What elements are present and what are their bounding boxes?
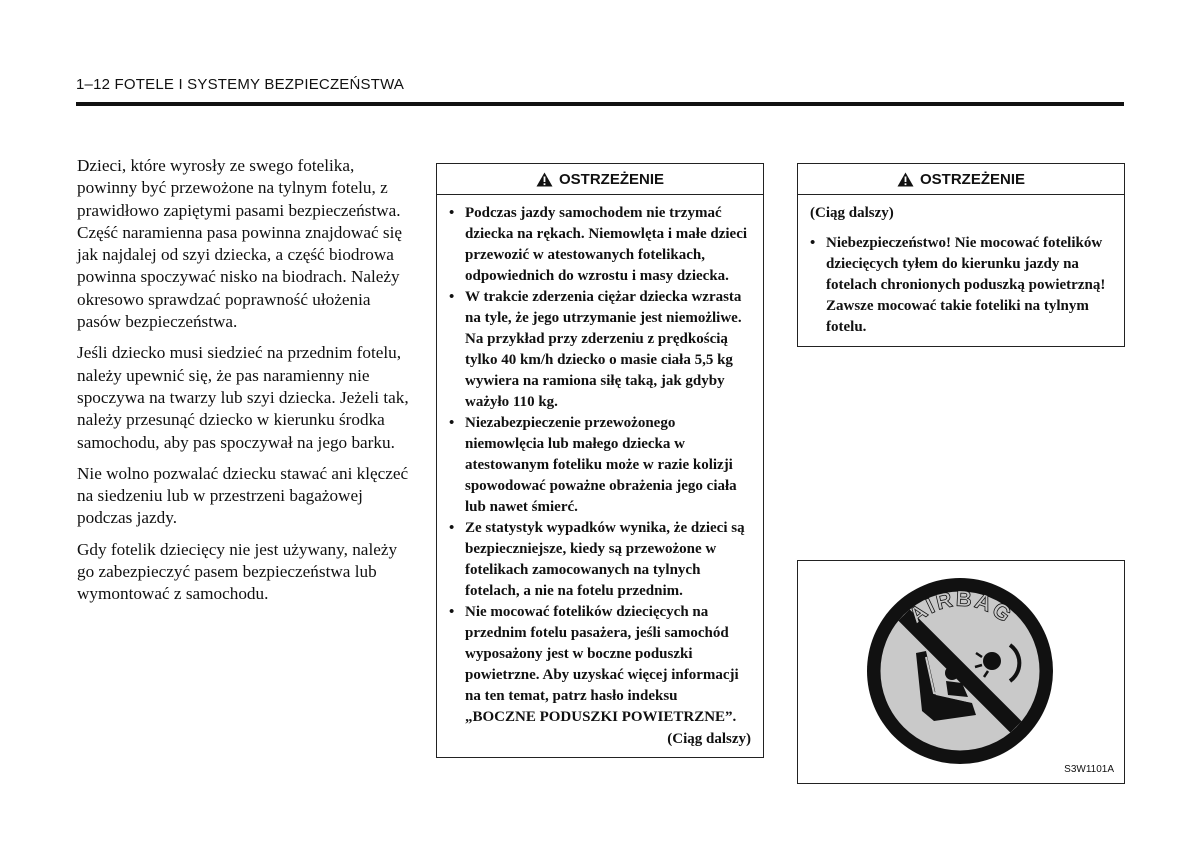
- warning-header: [798, 164, 1124, 195]
- warning-box-1: [436, 163, 764, 758]
- warning-box-2: [797, 163, 1125, 347]
- warning-header: [437, 164, 763, 195]
- airbag-figure: [797, 560, 1125, 784]
- no-child-seat-airbag-icon: [864, 575, 1056, 767]
- page-header: 1–12 FOTELE I SYSTEMY BEZPIECZEŃSTWA: [76, 76, 405, 93]
- paragraph: Dzieci, które wyrosły ze swego fotelika, powinny być przewożone na tylnym fotelu, z prawidłowo zapiętymi pasami bezpieczeństwa. Część naramienna pasa powinna znajdować się jak najdalej od szyi dziecka, a część biodrowa powinna spoczywać nisko na biodrach. Należy okresowo sprawdzać poprawność ułożenia pasów bezpieczeństwa.: [77, 156, 402, 332]
- warning-item: • Podczas jazdy samochodem nie trzymać dziecka na rękach. Niemowlęta i małe dzieci przewozić w atestowanych fotelikach, odpowiednich do wzrostu i masy dziecka.: [449, 203, 751, 287]
- warning-item: • Niezabezpieczenie przewożonego niemowlęcia lub małego dziecka w atestowanym foteliku może w razie kolizji spowodować poważne obrażenia jego ciała lub nawet śmierć.: [449, 413, 751, 518]
- warning-item: • Niebezpieczeństwo! Nie mocować fotelików dziecięcych tyłem do kierunku jazdy na fotelach chronionych poduszką powietrzną! Zawsze mocować takie foteliki na tylnym fotelu.: [810, 233, 1112, 338]
- warning-triangle-icon: [897, 172, 914, 187]
- continued-note: (Ciąg dalszy): [810, 205, 894, 221]
- warning-title: OSTRZEŻENIE: [919, 170, 1025, 188]
- airbag-label: AIRBAG: [904, 585, 1018, 629]
- warning-item: • W trakcie zderzenia ciężar dziecka wzrasta na tyle, że jego utrzymanie jest niemożliwe. Na przykład przy zderzeniu z prędkością tylko 40 km/h dziecko o masie ciała 5,5 kg wywiera na ramiona siłę taką, jak gdyby ważyło 110 kg.: [449, 287, 751, 413]
- warning-list: [810, 233, 1112, 338]
- paragraph: Jeśli dziecko musi siedzieć na przednim fotelu, należy upewnić się, że pas naramienny nie spoczywa na twarzy lub szyi dziecka. Jeżeli tak, należy przesunąć dziecko w kierunku środka samochodu, aby pas spoczywał na jego barku.: [77, 343, 409, 452]
- warning-item: • Ze statystyk wypadków wynika, że dzieci są bezpieczniejsze, kiedy są przewożone w fotelikach zamocowanych na tylnych fotelach, a nie na fotelu przednim.: [449, 518, 751, 602]
- figure-code: S3W1101A: [1064, 764, 1114, 775]
- warning-title: OSTRZEŻENIE: [558, 170, 664, 188]
- left-column: [77, 155, 417, 615]
- warning-list: [449, 203, 751, 728]
- warning-triangle-icon: [536, 172, 553, 187]
- continued-note: (Ciąg dalszy): [667, 731, 751, 747]
- paragraph: Nie wolno pozwalać dziecku stawać ani klęczeć na siedzeniu lub w przestrzeni bagażowej podczas jazdy.: [77, 463, 409, 528]
- header-rule: [76, 102, 1124, 106]
- warning-item: • Nie mocować fotelików dziecięcych na przednim fotelu pasażera, jeśli samochód wyposażony jest w boczne poduszki powietrzne. Aby uzyskać więcej informacji na ten temat, patrz hasło indeksu „BOCZNE PODUSZKI POWIETRZNE”.: [449, 602, 751, 728]
- paragraph: Gdy fotelik dziecięcy nie jest używany, należy go zabezpieczyć pasem bezpieczeństwa lub wymontować z samochodu.: [77, 539, 398, 604]
